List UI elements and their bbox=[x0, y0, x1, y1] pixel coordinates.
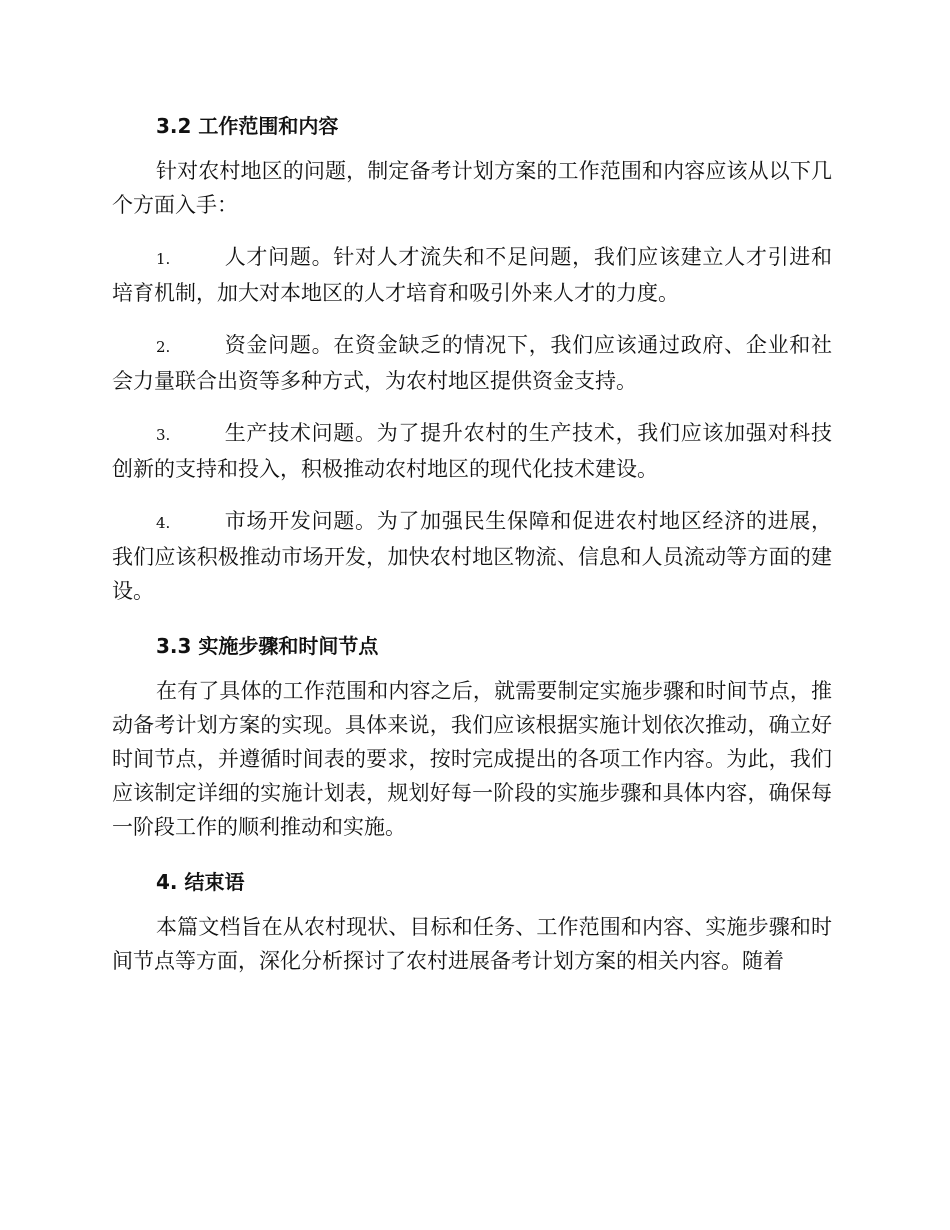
list-item-number: 1. bbox=[156, 250, 171, 268]
section-heading-4: 4. 结束语 bbox=[156, 870, 245, 894]
list-item-text: 资金问题。在资金缺乏的情况下，我们应该通过政府、企业和社会力量联合出资等多种方式，为农村地区提供资金支持。 bbox=[112, 333, 832, 393]
list-item bbox=[112, 416, 832, 486]
list-item-number: 3. bbox=[156, 426, 171, 444]
list-item-text: 市场开发问题。为了加强民生保障和促进农村地区经济的进展，我们应该积极推动市场开发，加快农村地区物流、信息和人员流动等方面的建设。 bbox=[112, 509, 832, 603]
section-heading-3-3: 3.3 实施步骤和时间节点 bbox=[156, 634, 379, 658]
list-item-number: 2. bbox=[156, 338, 171, 356]
section-4-body: 本篇文档旨在从农村现状、目标和任务、工作范围和内容、实施步骤和时间节点等方面，深化分析探讨了农村进展备考计划方案的相关内容。随着 bbox=[112, 915, 832, 973]
section-3-2-intro: 针对农村地区的问题，制定备考计划方案的工作范围和内容应该从以下几个方面入手： bbox=[112, 159, 832, 217]
section-heading-3-2: 3.2 工作范围和内容 bbox=[156, 114, 339, 138]
list-item-text: 人才问题。针对人才流失和不足问题，我们应该建立人才引进和培育机制，加大对本地区的人才培育和吸引外来人才的力度。 bbox=[112, 245, 832, 305]
list-item-number: 4. bbox=[156, 514, 171, 532]
document-content bbox=[112, 106, 832, 996]
list-item-text: 生产技术问题。为了提升农村的生产技术，我们应该加强对科技创新的支持和投入，积极推动农村地区的现代化技术建设。 bbox=[112, 421, 832, 481]
list-item bbox=[112, 328, 832, 398]
section-3-3-body: 在有了具体的工作范围和内容之后，就需要制定实施步骤和时间节点，推动备考计划方案的实现。具体来说，我们应该根据实施计划依次推动，确立好时间节点，并遵循时间表的要求，按时完成提出的各项工作内容。为此，我们应该制定详细的实施计划表，规划好每一阶段的实施步骤和具体内容，确保每一阶段工作的顺利推动和实施。 bbox=[112, 679, 832, 839]
list-item bbox=[112, 240, 832, 310]
list-item bbox=[112, 504, 832, 608]
